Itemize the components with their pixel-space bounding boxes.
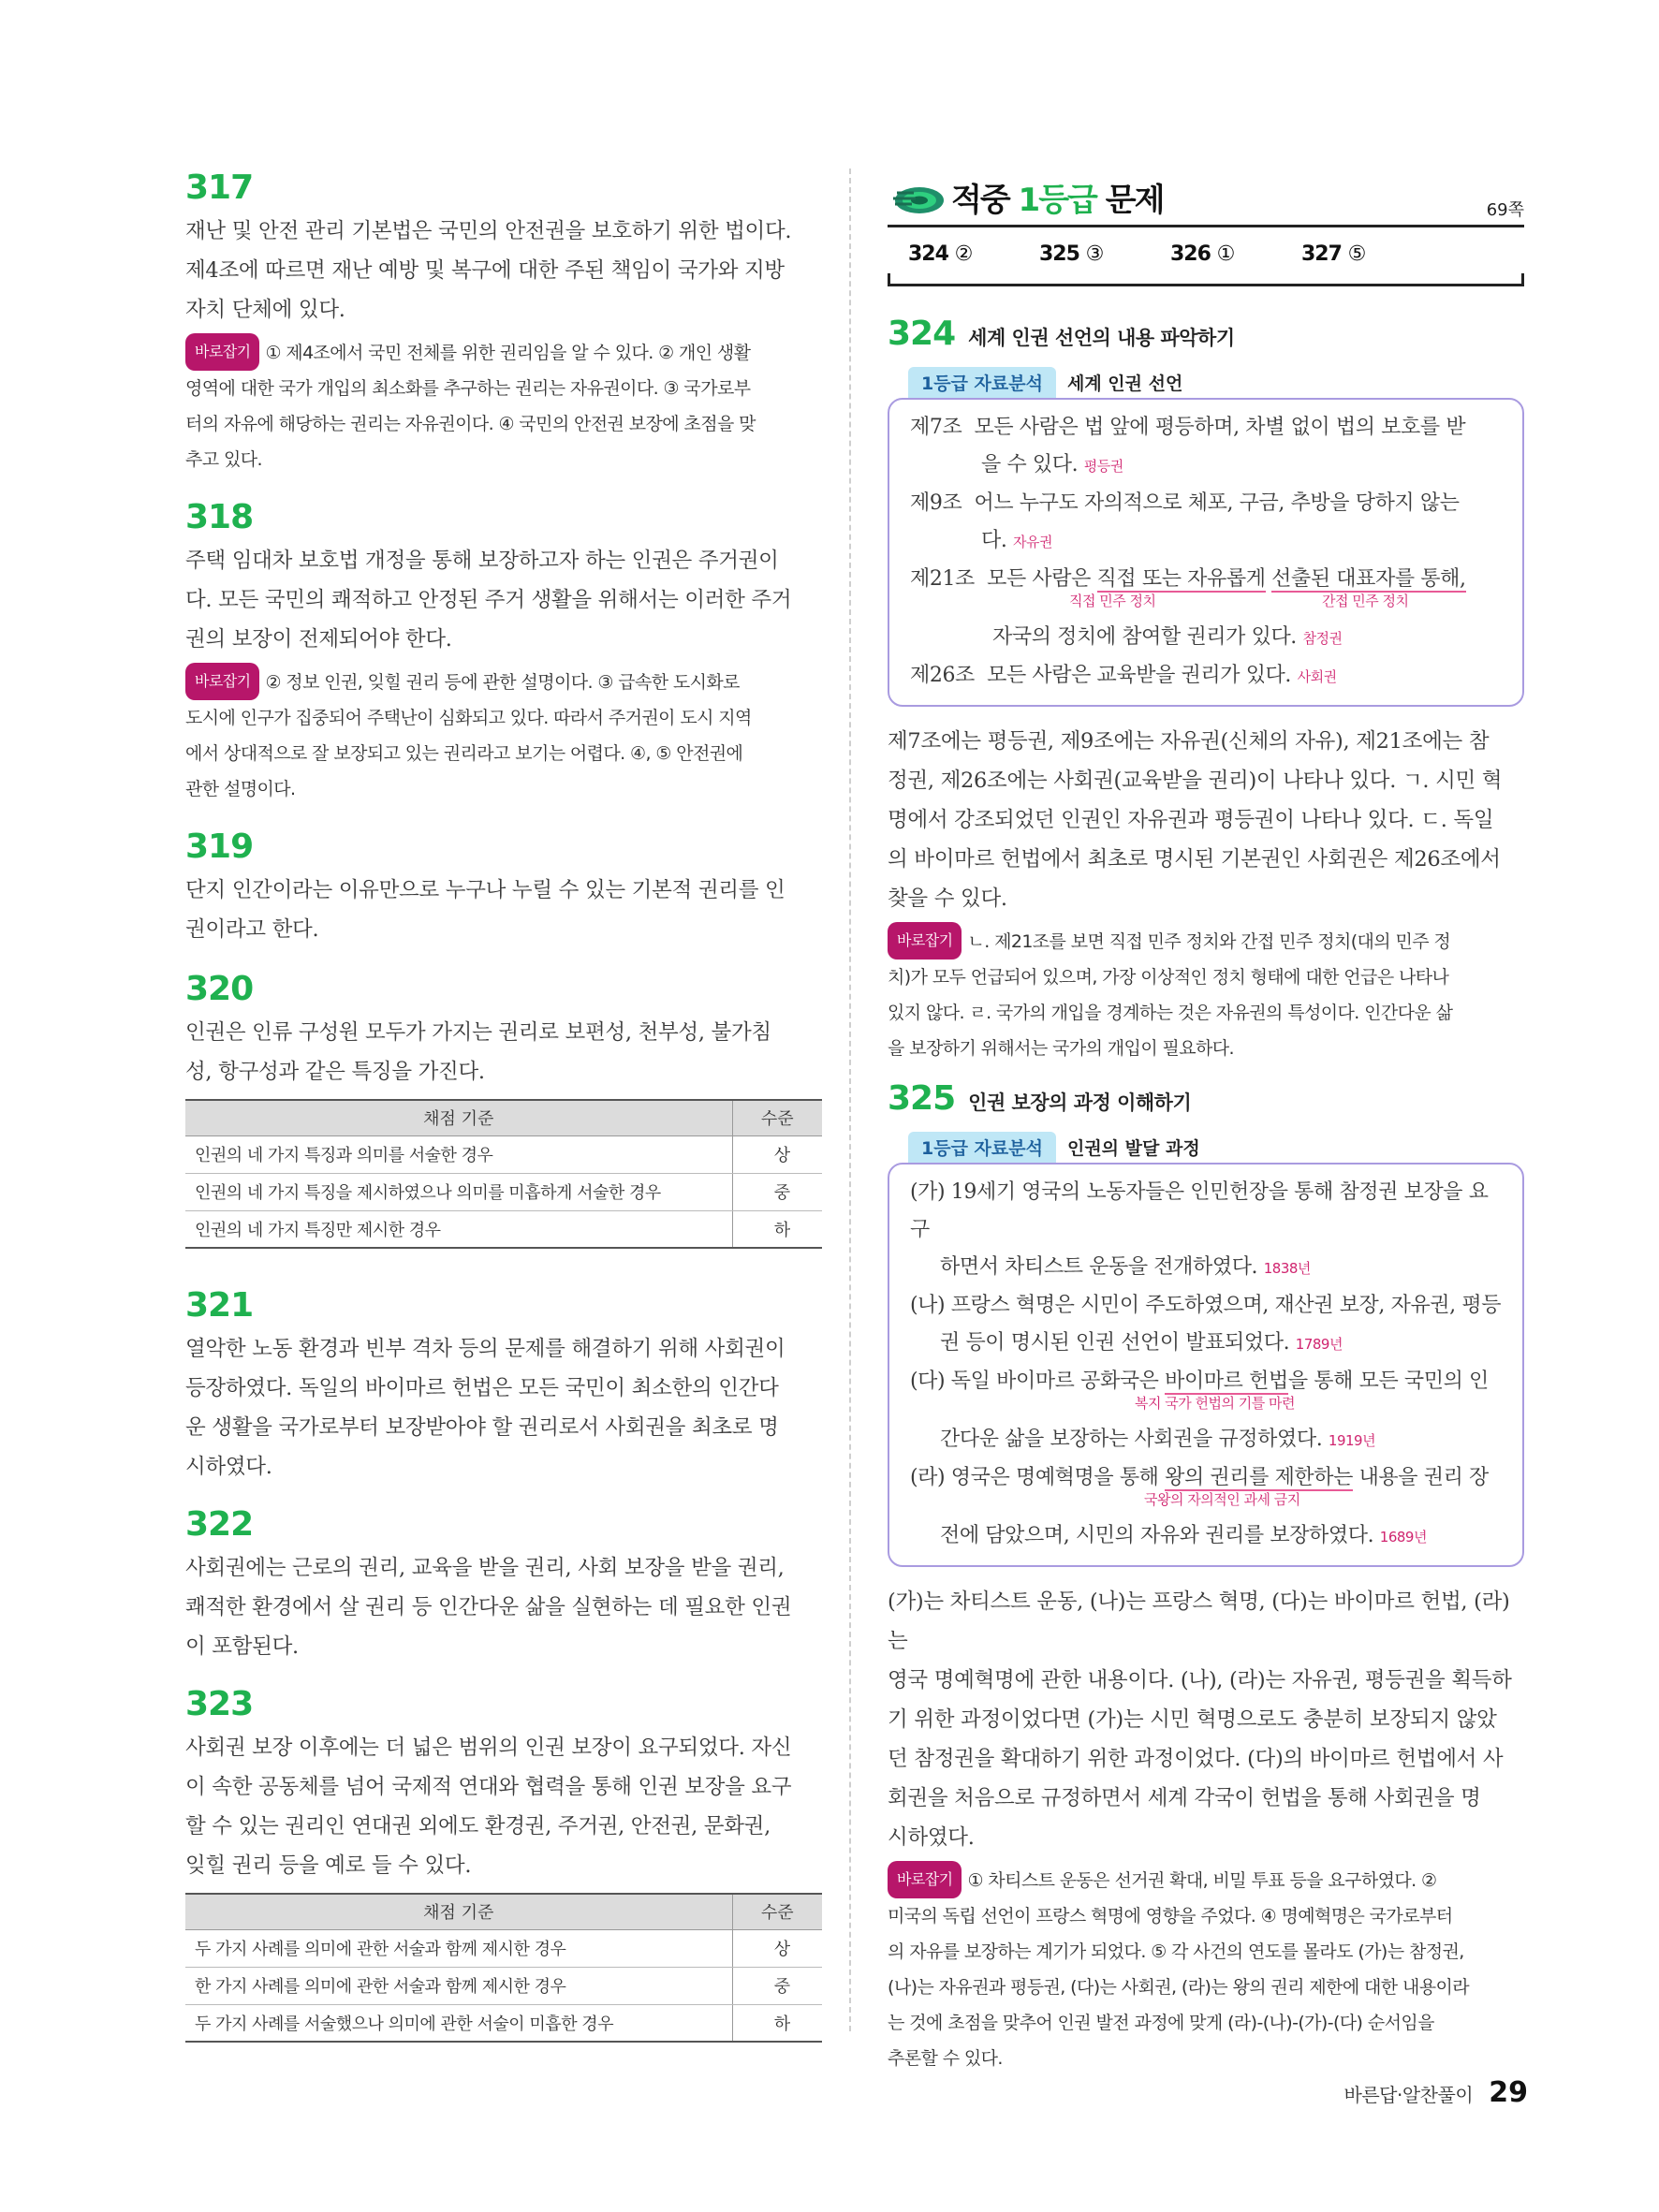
- text-line: 할 수 있는 권리인 연대권 외에도 환경권, 주거권, 안전권, 문화권,: [185, 1814, 771, 1838]
- text-line: 제4조에 따르면 재난 예방 및 복구에 대한 주된 책임이 국가와 지방: [185, 258, 785, 283]
- correction-note: [888, 1861, 1524, 2076]
- text-line: 추론할 수 있다.: [888, 2048, 1003, 2069]
- text-line: 쾌적한 환경에서 살 권리 등 인간다운 삶을 실현하는 데 필요한 인권: [185, 1595, 792, 1619]
- answer-text: [185, 1548, 822, 1666]
- table-cell: 두 가지 사례를 서술했으나 의미에 관한 서술이 미흡한 경우: [185, 2004, 732, 2042]
- question-318: [185, 498, 822, 807]
- table-header: 채점 기준: [185, 1894, 732, 1929]
- answer-text: [185, 871, 822, 949]
- table-cell: 한 가지 사례를 의미에 관한 서술과 함께 제시한 경우: [185, 1967, 732, 2004]
- answer-item: 326 ①: [1170, 242, 1235, 266]
- text-line: ② 정보 인권, 잊힐 권리 등에 관한 설명이다. ③ 급속한 도시화로: [265, 672, 740, 693]
- question-number: 319: [185, 828, 254, 866]
- text-line: 에서 상대적으로 잘 보장되고 있는 권리라고 보기는 어렵다. ④, ⑤ 안전권에: [185, 743, 743, 764]
- correction-label: 바로잡기: [888, 922, 962, 960]
- text-line: 도시에 인구가 집중되어 주택난이 심화되고 있다. 따라서 주거권이 도시 지역: [185, 708, 752, 728]
- answer-text: [888, 722, 1524, 918]
- text-line: 시하였다.: [185, 1455, 272, 1479]
- analysis-tag: [908, 1132, 1200, 1163]
- text-line: 의 자유를 보장하는 계기가 되었다. ⑤ 각 사건의 연도를 몰라도 (가)는 참정권,: [888, 1941, 1464, 1962]
- table-row: [185, 1210, 822, 1248]
- text-line: 는 것에 초점을 맞추어 인권 발전 과정에 맞게 (라)-(나)-(가)-(다) 순서임을: [888, 2013, 1434, 2033]
- table-cell: 인권의 네 가지 특징과 의미를 서술한 경우: [185, 1135, 732, 1173]
- scoring-table: [185, 1099, 822, 1249]
- source-box: (가) 19세기 영국의 노동자들은 인민헌장을 통해 참정권 보장을 요구 하면서 차티스트 운동을 전개하였다. 1838년 (나) 프랑스 혁명은 시민이 주도하였으며, 재산권 보장, 자유권, 평등 권 등이 명시된 인권 선언이 발표되었다. 1789년 (다) 독일 바이마르 공화국은 바이마르 헌법을 통해 모든 국민의 인 복지 국가 헌법의 기틀 마련 간다운 삶을 보장하는 사회권을 규정하였다. 1919년 (라) 영국은 명예혁명을 통해 왕의 권리를 제한하는 내용을 권리 장 국왕의 자의적인 과세 금지 전에 담았으며, 시민의 자유와 권리를 보장하였다. 1689년: [888, 1163, 1524, 1567]
- page-footer: [1344, 2076, 1528, 2109]
- text-line: 이 속한 공동체를 넘어 국제적 연대와 협력을 통해 인권 보장을 요구: [185, 1775, 792, 1799]
- tag-label: 1등급 자료분석: [908, 1132, 1056, 1163]
- text-line: 사회권에는 근로의 권리, 교육을 받을 권리, 사회 보장을 받을 권리,: [185, 1556, 785, 1580]
- text-line: 운 생활을 국가로부터 보장받아야 할 권리로서 사회권을 최초로 명: [185, 1415, 779, 1440]
- table-row: [185, 1929, 822, 1967]
- annotation: 국왕의 자의적인 과세 금지: [1144, 1491, 1300, 1508]
- question-number: 321: [185, 1286, 254, 1325]
- answer-item: 324 ②: [908, 242, 973, 266]
- question-323: [185, 1685, 822, 2043]
- text-line: 던 참정권을 확대하기 위한 과정이었다. (다)의 바이마르 헌법에서 사: [888, 1747, 1504, 1771]
- text-line: 기 위한 과정이었다면 (가)는 시민 혁명으로도 충분히 보장되지 않았: [888, 1707, 1497, 1732]
- question-325: [888, 1079, 1524, 2076]
- text-line: 이 포함된다.: [185, 1634, 299, 1659]
- table-header: 수준: [732, 1894, 822, 1929]
- text-line: 미국의 독립 선언이 프랑스 혁명에 영향을 주었다. ④ 명예혁명은 국가로부터: [888, 1906, 1453, 1926]
- question-321: [185, 1286, 822, 1487]
- text-line: ① 제4조에서 국민 전체를 위한 권리임을 알 수 있다. ② 개인 생활: [265, 343, 751, 363]
- table-cell: 상: [732, 1929, 822, 1967]
- question-title: 인권 보장의 과정 이해하기: [968, 1091, 1192, 1114]
- text-line: 터의 자유에 해당하는 권리는 자유권이다. ④ 국민의 안전권 보장에 초점을 맞: [185, 414, 756, 434]
- text-line: 잊힐 권리 등을 예로 들 수 있다.: [185, 1853, 472, 1878]
- annotation: 자유권: [1013, 534, 1053, 550]
- left-column: [185, 168, 822, 2080]
- table-row: [185, 2004, 822, 2042]
- text-line: 제7조에는 평등권, 제9조에는 자유권(신체의 자유), 제21조에는 참: [888, 729, 1490, 754]
- text-line: (나)는 자유권과 평등권, (다)는 사회권, (라)는 왕의 권리 제한에 대한 내용이라: [888, 1977, 1470, 1998]
- table-cell: 상: [732, 1135, 822, 1173]
- text-line: (가)는 차티스트 운동, (나)는 프랑스 혁명, (다)는 바이마르 헌법, (라)는: [888, 1589, 1510, 1653]
- question-number: 320: [185, 970, 254, 1008]
- annotation: 1838년: [1263, 1260, 1311, 1277]
- text-line: 정권, 제26조에는 사회권(교육받을 권리)이 나타나 있다. ㄱ. 시민 혁: [888, 769, 1503, 793]
- table-cell: 두 가지 사례를 의미에 관한 서술과 함께 제시한 경우: [185, 1929, 732, 1967]
- text-line: ① 차티스트 운동은 선거권 확대, 비밀 투표 등을 요구하였다. ②: [967, 1870, 1437, 1891]
- page-number: 29: [1489, 2076, 1528, 2109]
- target-icon: [888, 178, 946, 215]
- text-line: 있지 않다. ㄹ. 국가의 개입을 경계하는 것은 자유권의 특성이다. 인간다운 삶: [888, 1003, 1453, 1023]
- correction-note: [185, 663, 822, 807]
- table-row: [185, 1173, 822, 1210]
- title-part: 문제: [1105, 182, 1164, 219]
- question-number: 318: [185, 498, 254, 536]
- section-header: [888, 168, 1524, 225]
- answer-text: [185, 212, 822, 330]
- title-highlight: 1등급: [1018, 182, 1096, 219]
- text-line: 사회권 보장 이후에는 더 넓은 범위의 인권 보장이 요구되었다. 자신: [185, 1736, 792, 1760]
- annotation: 1689년: [1379, 1529, 1427, 1545]
- text-line: 찾을 수 있다.: [888, 886, 1007, 911]
- annotation: 평등권: [1083, 458, 1123, 475]
- title-part: 적중: [951, 182, 1009, 219]
- table-header: 채점 기준: [185, 1100, 732, 1135]
- answer-item: 325 ③: [1039, 242, 1104, 266]
- answer-text: [185, 1329, 822, 1487]
- right-column: [888, 168, 1524, 2076]
- text-line: 다. 모든 국민의 쾌적하고 안정된 주거 생활을 위해서는 이러한 주거: [185, 588, 792, 612]
- table-row: [185, 1135, 822, 1173]
- analysis-tag: [908, 367, 1182, 398]
- scoring-table: [185, 1893, 822, 2043]
- answer-text: [185, 541, 822, 659]
- question-322: [185, 1505, 822, 1666]
- annotation: 사회권: [1297, 668, 1337, 685]
- text-line: 관한 설명이다.: [185, 779, 296, 799]
- text-line: 추고 있다.: [185, 449, 262, 470]
- table-cell: 하: [732, 2004, 822, 2042]
- text-line: 성, 항구성과 같은 특징을 가진다.: [185, 1060, 485, 1084]
- table-cell: 하: [732, 1210, 822, 1248]
- page-reference: 69쪽: [1486, 200, 1524, 220]
- correction-label: 바로잡기: [185, 663, 259, 700]
- question-324: [888, 315, 1524, 1066]
- question-number: 325: [888, 1079, 956, 1118]
- question-title: 세계 인권 선언의 내용 파악하기: [968, 327, 1235, 349]
- answer-text: [185, 1728, 822, 1885]
- question-319: [185, 828, 822, 949]
- answer-text: [185, 1013, 822, 1091]
- table-cell: 인권의 네 가지 특징만 제시한 경우: [185, 1210, 732, 1248]
- underline-text: 왕의 권리를 제한하는: [1165, 1466, 1353, 1489]
- answer-text: [888, 1582, 1524, 1857]
- text-line: 등장하였다. 독일의 바이마르 헌법은 모든 국민이 최소한의 인간다: [185, 1376, 779, 1400]
- text-line: 치)가 모두 언급되어 있으며, 가장 이상적인 정치 형태에 대한 언급은 나타나: [888, 967, 1449, 988]
- table-cell: 인권의 네 가지 특징을 제시하였으나 의미를 미흡하게 서술한 경우: [185, 1173, 732, 1210]
- correction-label: 바로잡기: [888, 1861, 962, 1898]
- question-320: [185, 970, 822, 1249]
- text-line: 을 보장하기 위해서는 국가의 개입이 필요하다.: [888, 1038, 1234, 1059]
- answer-key: [888, 225, 1524, 286]
- underline-text: 직접 또는 자유롭게: [1096, 567, 1266, 591]
- text-line: 재난 및 안전 관리 기본법은 국민의 안전권을 보호하기 위한 법이다.: [185, 219, 792, 243]
- correction-note: [185, 333, 822, 477]
- text-line: 단지 인간이라는 이유만으로 누구나 누릴 수 있는 기본적 권리를 인: [185, 878, 785, 902]
- annotation: 1919년: [1328, 1432, 1376, 1449]
- text-line: 권이라고 한다.: [185, 917, 319, 942]
- table-cell: 중: [732, 1173, 822, 1210]
- correction-note: [888, 922, 1524, 1066]
- text-line: 영국 명예혁명에 관한 내용이다. (나), (라)는 자유권, 평등권을 획득하: [888, 1668, 1512, 1692]
- text-line: 자치 단체에 있다.: [185, 298, 345, 322]
- text-line: 시하였다.: [888, 1825, 975, 1850]
- text-line: 회권을 처음으로 규정하면서 세계 각국이 헌법을 통해 사회권을 명: [888, 1786, 1481, 1810]
- answer-item: 327 ⑤: [1301, 242, 1366, 266]
- question-number: 317: [185, 168, 254, 207]
- table-cell: 중: [732, 1967, 822, 2004]
- question-number: 323: [185, 1685, 254, 1723]
- table-header: 수준: [732, 1100, 822, 1135]
- text-line: 의 바이마르 헌법에서 최초로 명시된 기본권인 사회권은 제26조에서: [888, 847, 1501, 872]
- source-box: 제7조 모든 사람은 법 앞에 평등하며, 차별 없이 법의 보호를 받 을 수 있다. 평등권 제9조 어느 누구도 자의적으로 체포, 구금, 추방을 당하지 않는 다. 자유권 제21조 모든 사람은 직접 또는 자유롭게 선출된 대표자를 통해, 직접 민주 정치 간접 민주 정치 자국의 정치에 참여할 권리가 있다. 참정권 제26조 모든 사람은 교육받을 권리가 있다. 사회권: [888, 398, 1524, 707]
- tag-subtitle: 세계 인권 선언: [1066, 374, 1183, 394]
- annotation: 직접 민주 정치: [1069, 593, 1156, 609]
- tag-label: 1등급 자료분석: [908, 367, 1056, 398]
- annotation: 복지 국가 헌법의 기틀 마련: [1135, 1395, 1295, 1412]
- text-line: 명에서 강조되었던 인권인 자유권과 평등권이 나타나 있다. ㄷ. 독일: [888, 808, 1494, 832]
- underline-text: 선출된 대표자를 통해,: [1271, 567, 1466, 591]
- annotation: 간접 민주 정치: [1322, 593, 1409, 609]
- question-number: 322: [185, 1505, 254, 1544]
- text-line: 주택 임대차 보호법 개정을 통해 보장하고자 하는 인권은 주거권이: [185, 549, 779, 573]
- annotation: 참정권: [1302, 630, 1343, 647]
- correction-label: 바로잡기: [185, 333, 259, 371]
- section-title: [951, 174, 1163, 220]
- table-row: [185, 1967, 822, 2004]
- question-317: [185, 168, 822, 477]
- question-number: 324: [888, 315, 956, 353]
- footer-text: 바른답·알찬풀이: [1343, 2084, 1474, 2106]
- text-line: 열악한 노동 환경과 빈부 격차 등의 문제를 해결하기 위해 사회권이: [185, 1337, 785, 1361]
- text-line: 영역에 대한 국가 개입의 최소화를 추구하는 권리는 자유권이다. ③ 국가로부: [185, 378, 751, 399]
- text-line: 권의 보장이 전제되어야 한다.: [185, 627, 452, 652]
- text-line: 인권은 인류 구성원 모두가 가지는 권리로 보편성, 천부성, 불가침: [185, 1020, 771, 1045]
- text-line: ㄴ. 제21조를 보면 직접 민주 정치와 간접 민주 정치(대의 민주 정: [967, 931, 1451, 952]
- annotation: 1789년: [1295, 1336, 1343, 1353]
- tag-subtitle: 인권의 발달 과정: [1066, 1138, 1200, 1159]
- column-divider: [849, 168, 851, 2031]
- underline-text: 바이마르 헌법: [1165, 1370, 1288, 1393]
